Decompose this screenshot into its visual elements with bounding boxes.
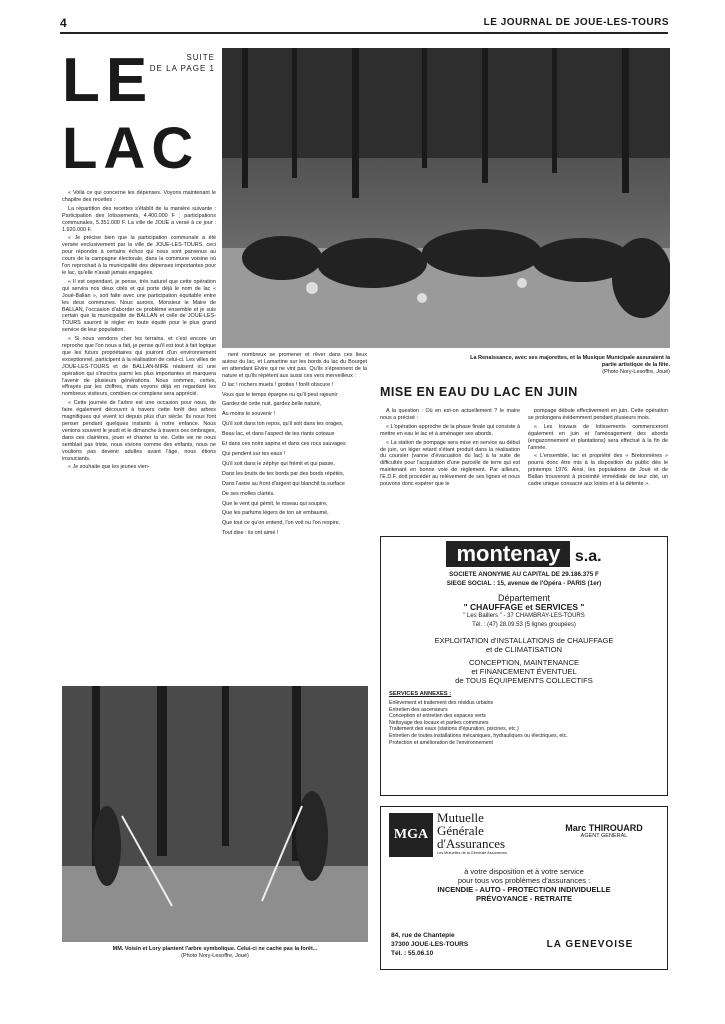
paragraph: « La station de pompage sera mise en service au début de juin, un léger retard s'étant produit dans la réalisation du coursier (vanne d'évacuation du lac) à la suite de difficultés pour l'acquisition d'une parcelle de terre qui est maintenant en bonne voie de règlement. Par ailleurs, l'E.D.F. doit procéder au relèvement de ses lignes et nous pouvons donc espérer que le [380, 439, 520, 488]
poem-line: Dans l'astre au front d'argent qui blanchit ta surface [222, 480, 345, 487]
poem-line: De ses molles clartés. [222, 490, 275, 497]
paragraph: « Il est cependant, je pense, très naturel que cette opération qui servira nos deux cités et qui porte déjà le nom de lac « Joué-Ballan », soit faite avec une participation équitable entre les deux communes. Nous aurons, Monsieur le Maire de BALLAN, l'occasion d'aborder ce problème ensemble et je suis certain que la municipalité de BALLAN et celle de JOUE-LES-TOURS sauront le régler en toute équité pour le plus grand service de leur population. [62, 278, 216, 334]
headline-lac: LAC [62, 116, 200, 181]
paragraph: « Si nous vendons cher les terrains, et c'est encore un reproche que l'on nous a fait, je pense qu'il est tout à fait logique que les futurs propriétaires qui jouiront d'un environnement exceptionnel, participent à la réalisation de celui-ci. Les villes de JOUE-LES-TOURS et de BALLAN-MIRE réalisent ici une opération qui s'inscrira parmi les plus importantes et marquera l'avenir de plusieurs générations. Nous sommes, certes, effrayés par les chiffres, mais voyons déjà en regardant les nombreux visiteurs, combien ce complexe sera apprécié. [62, 336, 216, 398]
paragraph: « L'ensemble, lac et propriété des « Bretonnières » pourra donc être mis à la disposition du public dès le printemps 1976. Ainsi, les populations de Joué et de Ballan trouveront à proximité immédiate de leur cité, un cadre unique consacré aux loisirs et à la détente ». [528, 453, 668, 488]
poem-line: Beau lac, et dans l'aspect de tes riants coteaux [222, 431, 335, 438]
conception-line: et FINANCEMENT ÉVENTUEL [471, 667, 577, 676]
address-line: 37300 JOUE-LES-TOURS [391, 941, 469, 948]
poem-line: Gardez de cette nuit, gardez belle nature, [222, 401, 322, 408]
partner-logo: LA GENEVOISE [546, 939, 634, 950]
department-address: " Les Baillers " - 37 CHAMBRAY-LES-TOURS [463, 613, 585, 619]
poem-line: Tout dise : ils ont aimé ! [222, 530, 279, 537]
poem-line: Au moins le souvenir ! [222, 411, 276, 418]
montenay-suffix: s.a. [574, 548, 602, 565]
mga-name-line: d'Assurances [437, 836, 506, 851]
poem-line: Et dans ces noirs sapins et dans ces rocs sauvages [222, 441, 346, 448]
service-item: Protection et amélioration de l'environnement [389, 739, 493, 746]
photo-festival-caption [455, 355, 670, 376]
insurance-lines: INCENDIE - AUTO - PROTECTION INDIVIDUELLE [437, 885, 611, 894]
service-item: Nettoyage des locaux et parties communes [389, 719, 489, 726]
photo-festival [222, 48, 670, 348]
photo-festival-image [222, 48, 670, 348]
mga-address [391, 931, 468, 958]
exploitation-line: et de CLIMATISATION [485, 645, 563, 654]
photo-planting-caption [62, 946, 368, 960]
exploitation-line: EXPLOITATION d'INSTALLATIONS de CHAUFFAGE [434, 636, 614, 645]
department-phone: Tél. : (47) 28.09.53 (5 lignes groupées) [472, 622, 576, 628]
service-item: Enlèvement et traitement des résidus urbains [389, 700, 494, 706]
ad-mga [380, 806, 668, 970]
photo-planting [62, 686, 368, 942]
insurance-lines: PRÉVOYANCE - RETRAITE [476, 894, 572, 903]
photo-planting-image [62, 686, 368, 942]
paragraph: nent nombreux se promener et rêver dans ces lieux autour du lac, et Lamartine sur les bords du lac du Bourget en attendant Elvire qui ne vint pas. Qu'ils s'éprennent de la nature et qu'ils répètent aux aussi ces vers merveilleux : [222, 352, 367, 379]
poem-line: Qui pendent sur tes eaux ! [222, 450, 286, 457]
tagline-line: pour tous vos problèmes d'assurances : [457, 876, 591, 885]
caption-text: La Renaissance, avec ses majorettes, et la Musique Municipale assuraient la partie artistique de la fête. [470, 355, 670, 368]
service-item: Entretien de toutes installations mécaniques, hydrauliques ou électriques, etc. [389, 732, 568, 739]
paragraph: « Je souhaite que les jeunes vien- [68, 464, 150, 471]
article-column-2 [222, 352, 367, 540]
article-column-1 [62, 190, 216, 473]
mga-name-line: Générale [437, 823, 484, 838]
paragraph: « Cette journée de l'arbre est une occasion pour nous, de faire également découvrir à travers cette forêt des arbres magnifiques qui vivent ici depuis plus d'un siècle. Ils nous font penser pendant quelques instants à notre enfance. Nous venions souvent le jeudi et le dimanche à travers ces ombrages, dans ces clairières, jouer et chanter la vie. Cette vie ne nous semblait pas triste, nous vivions comme des enfants, nous ne voulions pas devenir adultes avant l'âge, nous étions insouciants. [62, 400, 216, 462]
poem-line: Que les parfums légers de ton air embaumé, [222, 510, 329, 517]
mga-logo: MGA [389, 813, 433, 857]
service-item: Conception et entretien des espaces verts [389, 713, 486, 720]
poem-line: O lac ! rochers muets ! grottes ! forêt obscure ! [222, 381, 334, 388]
caption-text: MM. Voisin et Lory plantent l'arbre symbolique. Celui-ci ne cache pas la forêt... [112, 946, 318, 952]
mga-tagline [381, 867, 667, 903]
address-line: 84, rue de Chantepie [391, 932, 455, 939]
paragraph: « Les travaux de lotissements commenceront également en juin et l'aménagement des abords (engazonnement et plantations) sera effectué à la fin de l'année. [528, 423, 668, 451]
header-rule [60, 32, 668, 34]
paragraph: A la question : Où en est-on actuellement ? le maire nous a précisé : [380, 408, 520, 421]
conception-line: CONCEPTION, MAINTENANCE [468, 658, 580, 667]
poem-line: Que le vent qui gémit, le roseau qui soupire, [222, 500, 328, 507]
montenay-brand: montenay [446, 541, 570, 567]
mga-name-line: Mutuelle [437, 810, 484, 825]
department-label: Département [497, 593, 551, 603]
paragraph: La répartition des recettes s'établit de la manière suivante : Participation des lotissements, 4.400.000 F ; participations communales, 5.351.000 F. La ville de JOUE a versé à ce jour : 1.920.000 F. [62, 205, 216, 233]
conception-line: de TOUS ÉQUIPEMENTS COLLECTIFS [455, 676, 593, 685]
poem-line: Qu'il soit dans le zéphyr qui frémit et qui passe, [222, 460, 335, 467]
paragraph: « L'opération approche de la phase finale qui consiste à mettre en eau le lac et à aménager ses abords. [380, 423, 520, 437]
address-phone: Tél. : 55.06.10 [391, 950, 434, 957]
continued-label [135, 52, 215, 74]
paragraph: pompage débute effectivement en juin. Cette opération se prolongera évidemment pendant plusieurs mois. [528, 408, 668, 421]
caption-credit: (Photo Nory-Lesoffre, Joué) [181, 953, 249, 959]
agent-name: Marc THIROUARD [565, 823, 643, 833]
poem-line: Vous que le temps épargne ou qu'il peut rajeunir [222, 391, 338, 398]
poem-line: Dans les bruits de tes bords par des bords répétés, [222, 470, 345, 477]
poem-line: Qu'il soit dans ton repos, qu'il soit dans tes orages, [222, 421, 344, 428]
poem-line: Que tout ce qu'on entend, l'on voit ou l'on respire, [222, 520, 341, 527]
paragraph: « Je précise bien que la participation communale a été versée exclusivement par la ville de JOUE-LES-TOURS, ceci pour répondre à certains échos qui nous sont parvenus au cours de la campagne électorale, dans la commune voisine où l'on reprochait à la municipalité des dépenses importantes pour le lac, qu'elle n'avait jamais engagées. [62, 235, 216, 276]
mise-column-a [380, 408, 520, 490]
running-title: LE JOURNAL DE JOUE-LES-TOURS [483, 17, 669, 28]
paragraph: « Voilà ce qui concerne les dépenses. Voyons maintenant le chapitre des recettes : [62, 190, 216, 203]
services-list [389, 700, 667, 746]
company-capital: SOCIETE ANONYME AU CAPITAL DE 29.186.375 F [449, 571, 599, 578]
mga-name [437, 811, 507, 856]
ad-montenay [380, 536, 668, 796]
services-block [381, 691, 667, 746]
mga-sub: Les Mutuelles de la Générale Assurances [437, 851, 508, 855]
page-number: 4 [60, 16, 67, 30]
montenay-logo [381, 541, 667, 567]
continued-page: DE LA PAGE 1 [149, 64, 215, 73]
mise-column-b [528, 408, 668, 490]
tagline-line: à votre disposition et à votre service [464, 867, 584, 876]
headline-le: LE [62, 46, 154, 115]
caption-credit: (Photo Nory-Lesoffre, Joué) [602, 369, 670, 375]
department-name: " CHAUFFAGE et SERVICES " [463, 602, 585, 612]
section-title: MISE EN EAU DU LAC EN JUIN [380, 385, 578, 399]
mga-agent [549, 823, 659, 839]
services-title: SERVICES ANNEXES : [389, 691, 452, 697]
company-hq: SIEGE SOCIAL : 15, avenue de l'Opéra - PARIS (1er) [446, 580, 602, 587]
agent-title: AGENT GENERAL [580, 833, 628, 839]
service-item: Traitement des eaux (stations d'épuration, piscines, etc.) [389, 726, 519, 733]
service-item: Entretien des ascenseurs [389, 706, 448, 713]
continued-suite: SUITE [186, 53, 215, 62]
